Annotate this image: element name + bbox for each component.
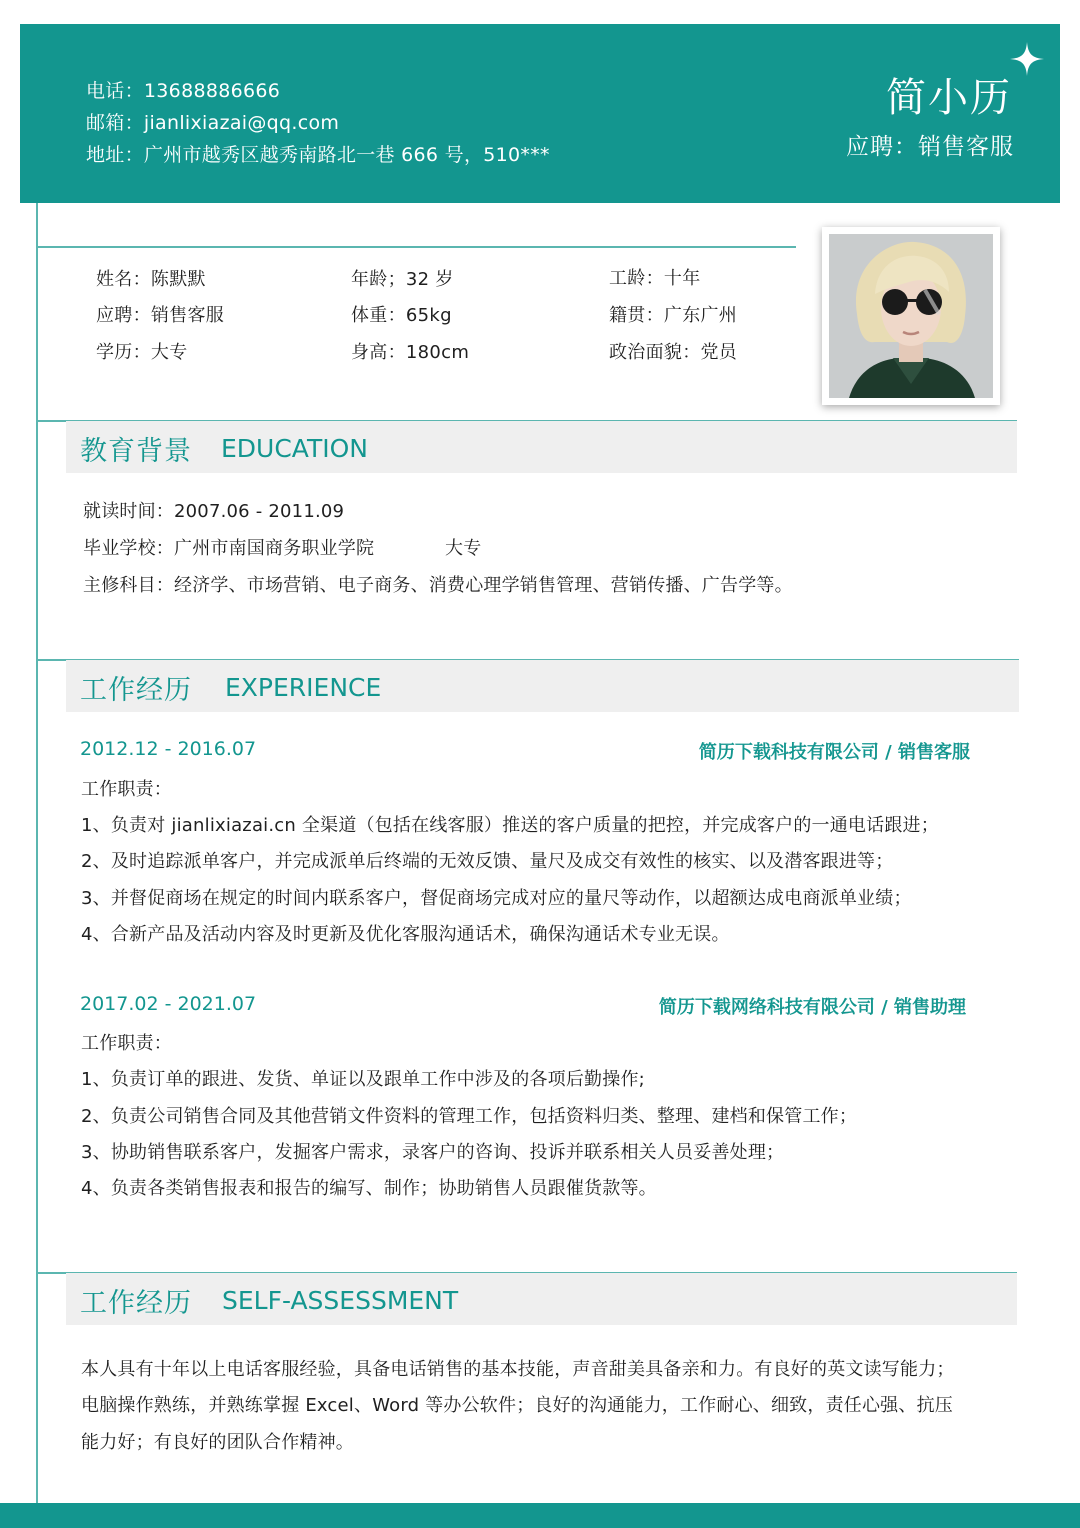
info-top-rule xyxy=(36,246,796,248)
header-banner xyxy=(20,24,1060,203)
duty-item: 4、合新产品及活动内容及时更新及优化客服沟通话术，确保沟通话术专业无误。 xyxy=(81,924,730,945)
duty-label: 工作职责： xyxy=(81,779,172,800)
duty-item: 1、负责订单的跟进、发货、单证以及跟单工作中涉及的各项后勤操作; xyxy=(81,1069,645,1090)
duty-label: 工作职责： xyxy=(81,1033,172,1054)
assessment-header xyxy=(66,1273,1017,1325)
education-header xyxy=(66,421,1017,473)
experience-title: 工作经历 xyxy=(80,675,192,706)
info-position: 应聘：销售客服 xyxy=(96,305,225,326)
info-education: 学历：大专 xyxy=(96,342,188,363)
job-company: 简历下载网络科技有限公司 / 销售助理 xyxy=(658,997,966,1018)
info-name: 姓名：陈默默 xyxy=(96,269,206,290)
info-origin: 籍贯：广东广州 xyxy=(609,305,738,326)
duty-item: 2、及时追踪派单客户，并完成派单后终端的无效反馈、量尺及成交有效性的核实、以及潜客跟进等； xyxy=(81,851,894,872)
job-company: 简历下载科技有限公司 / 销售客服 xyxy=(698,742,970,763)
duty-item: 3、协助销售联系客户，发掘客户需求，录客户的咨询、投诉并联系相关人员妥善处理； xyxy=(81,1142,785,1163)
education-period: 就读时间：2007.06 - 2011.09 xyxy=(83,501,345,522)
email-text: 邮箱：jianlixiazai@qq.com xyxy=(86,112,340,134)
duty-item: 1、负责对 jianlixiazai.cn 全渠道（包括在线客服）推送的客户质量的把控，并完成客户的一通电话跟进； xyxy=(81,815,939,836)
education-courses: 主修科目：经济学、市场营销、电子商务、消费心理学销售管理、营销传播、广告学等。 xyxy=(83,575,793,596)
left-frame-line xyxy=(36,203,38,1503)
experience-title-en: EXPERIENCE xyxy=(225,673,382,702)
assessment-line: 能力好；有良好的团队合作精神。 xyxy=(81,1432,354,1453)
resume-title: 简小历 xyxy=(886,75,1012,121)
info-years: 工龄：十年 xyxy=(609,268,701,289)
job-date: 2012.12 - 2016.07 xyxy=(80,738,257,760)
assessment-title: 工作经历 xyxy=(80,1288,192,1319)
info-age: 年龄；32 岁 xyxy=(351,269,454,290)
profile-photo-frame xyxy=(822,227,1000,405)
duty-item: 2、负责公司销售合同及其他营销文件资料的管理工作，包括资料归类、整理、建档和保管工作； xyxy=(81,1106,858,1127)
phone-text: 电话：13688886666 xyxy=(86,80,281,102)
sparkle-star-icon xyxy=(1010,42,1044,76)
info-height: 身高：180cm xyxy=(351,342,470,363)
education-title-en: EDUCATION xyxy=(221,434,368,463)
address-text: 地址：广州市越秀区越秀南路北一巷 666 号，510*** xyxy=(86,144,550,166)
job-date: 2017.02 - 2021.07 xyxy=(80,993,257,1015)
info-weight: 体重：65kg xyxy=(351,305,452,326)
profile-photo xyxy=(829,234,993,398)
assessment-line: 本人具有十年以上电话客服经验，具备电话销售的基本技能，声音甜美具备亲和力。有良好的英文读写能力； xyxy=(81,1359,955,1380)
assessment-title-en: SELF-ASSESSMENT xyxy=(222,1286,459,1315)
info-politics: 政治面貌：党员 xyxy=(609,342,738,363)
applied-position: 应聘：销售客服 xyxy=(846,134,1014,160)
experience-header xyxy=(66,660,1019,712)
assessment-line: 电脑操作熟练，并熟练掌握 Excel、Word 等办公软件；良好的沟通能力，工作耐心、细致，责任心强、抗压 xyxy=(81,1395,953,1416)
duty-item: 4、负责各类销售报表和报告的编写、制作；协助销售人员跟催货款等。 xyxy=(81,1178,657,1199)
duty-item: 3、并督促商场在规定的时间内联系客户，督促商场完成对应的量尺等动作，以超额达成电商派单业绩； xyxy=(81,888,912,909)
footer-bar xyxy=(0,1503,1080,1528)
education-title: 教育背景 xyxy=(80,436,192,467)
education-school: 毕业学校：广州市南国商务职业学院 xyxy=(83,538,375,559)
education-degree: 大专 xyxy=(445,538,482,559)
